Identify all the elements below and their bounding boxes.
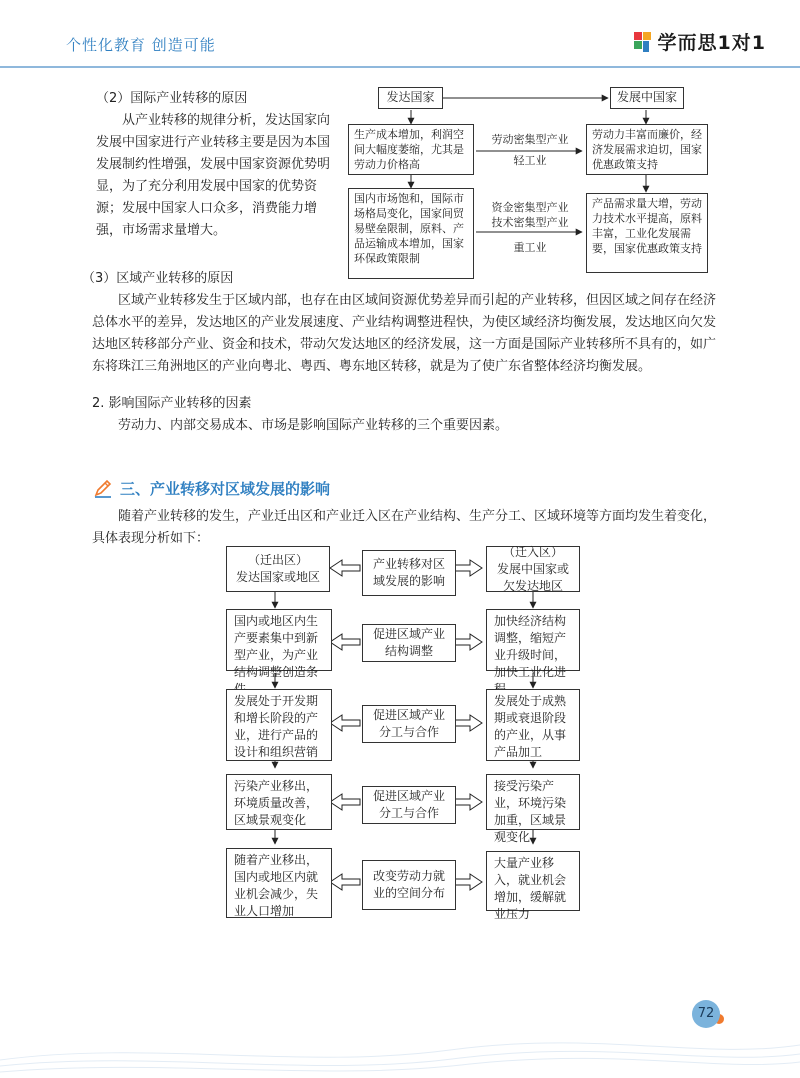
flow2-row2-right: 加快经济结构调整，缩短产业升级时间，加快工业化进	[486, 609, 580, 671]
flow2-impact-title-text: 产业转移对区域发展的影响	[372, 557, 445, 588]
flow2-row3-mid: 促进区域产业分工与合作	[362, 705, 456, 743]
part3-paragraph: 随着产业转移的发生，产业迁出区和产业迁入区在产业结构、生产分工、区域环境等方面均发生着变化，具体表现分析如下：	[92, 509, 717, 546]
flow1-left-box-2: 国内市场饱和，国际市场格局变化，国家间贸易壁垒限制，原料、产品运输成本增加，国家环保政策限制	[348, 188, 474, 279]
pencil-icon	[92, 477, 114, 499]
flow2-row2-mid: 促进区域产业结构调整	[362, 624, 456, 662]
flow2-row4-left: 污染产业移出，环境质量改善，区域景观变化	[226, 774, 332, 830]
flow2-row4-right: 接受污染产业，环境污染加重，区域景观变化	[486, 774, 580, 830]
flow1-right-box-2: 产品需求量大增，劳动力技术水平提高，原料丰富，工业化发展需要，国家优惠政策支持	[586, 193, 708, 273]
flow1-label-light-industry: 轻工业	[513, 154, 547, 167]
flow1-label-labor-intensive: 劳动密集型产业	[491, 133, 569, 146]
flow2-row5-left: 随着产业移出，国内或地区内就业机会减少，失业人口增加	[226, 848, 332, 918]
slogan: 个性化教育 创造可能	[66, 36, 216, 54]
page-header	[0, 0, 800, 68]
intro-paragraph: 从产业转移的规律分析，发达国家向发展中国家进行产业转移主要是因为本国发展制约性增强，发展中国家资源优势明显，为了充分利用发展中国家的优势资源；发展中国家人口众多，消费能力增强，市场需求量增大。	[96, 113, 331, 238]
header-divider	[0, 66, 800, 68]
brand-name: 学而思1对1	[657, 32, 766, 54]
flow1-developing-country: 发展中国家	[610, 87, 684, 109]
flow1-label-tech-intensive: 技术密集型产业	[491, 216, 569, 229]
section3-heading: （3）区域产业转移的原因	[82, 271, 234, 286]
footer-wave-decoration	[0, 1000, 800, 1078]
flow1-developed-country: 发达国家	[378, 87, 443, 109]
flow1-right-box-1: 劳动力丰富而廉价，经济发展需求迫切，国家优惠政策支持	[586, 124, 708, 175]
flow2-row3-left: 发展处于开发期和增长阶段的产业，进行产品的设计和组织营销	[226, 689, 332, 761]
flow2-row3-right: 发展处于成熟期或衰退阶段的产业，从事产品加工	[486, 689, 580, 761]
flow2-row5-right: 大量产业移入，就业机会增加，缓解就业压力	[486, 851, 580, 911]
flow2-out-region-text: （迁出区） 发达国家或地区	[235, 553, 320, 584]
flow2-row2-left: 国内或地区内生产要素集中到新型产业，为产业结构调整创造条	[226, 609, 332, 671]
page-number: 72	[692, 1000, 720, 1028]
flow1-label-heavy-industry: 重工业	[513, 241, 547, 254]
brand-logo-icon	[634, 32, 654, 52]
intro-heading: （2）国际产业转移的原因	[96, 91, 248, 106]
part3-title-row	[92, 477, 330, 499]
flow2-row4-mid: 促进区域产业分工与合作	[362, 786, 456, 824]
flow2-in-region	[486, 546, 580, 592]
brand	[634, 28, 766, 55]
flow2-out-region	[226, 546, 330, 592]
part3-title: 三、产业转移对区域发展的影响	[120, 479, 331, 498]
flow1-label-capital-intensive: 资金密集型产业	[491, 201, 569, 214]
section3-paragraph: 区域产业转移发生于区域内部，也存在由区域间资源优势差异而引起的产业转移，但因区域之间存在经济总体水平的差异，发达地区的产业发展速度、产业结构调整进程快，为使区域经济均衡发展，发达地区向欠发达地区转移部分产业、资金和技术，带动欠发达地区的经济发展，这一方面是国际产业转移所不具有的，如广东将珠江三角洲地区的产业向粤北、粤西、粤东地区转移，就是为了使广东省整体经济均衡发展。	[92, 293, 717, 374]
flow1-left-box-1: 生产成本增加，利润空间大幅度萎缩，尤其是劳动力价格高	[348, 124, 474, 175]
flow2-impact-title	[362, 550, 456, 596]
factor-paragraph: 劳动力、内部交易成本、市场是影响国际产业转移的三个重要因素。	[118, 418, 509, 433]
factor-heading: 2. 影响国际产业转移的因素	[92, 396, 252, 411]
flow2-in-region-text: （迁入区） 发展中国家或欠发达地区	[496, 544, 569, 593]
flow2-row5-mid: 改变劳动力就业的空间分布	[362, 860, 456, 910]
